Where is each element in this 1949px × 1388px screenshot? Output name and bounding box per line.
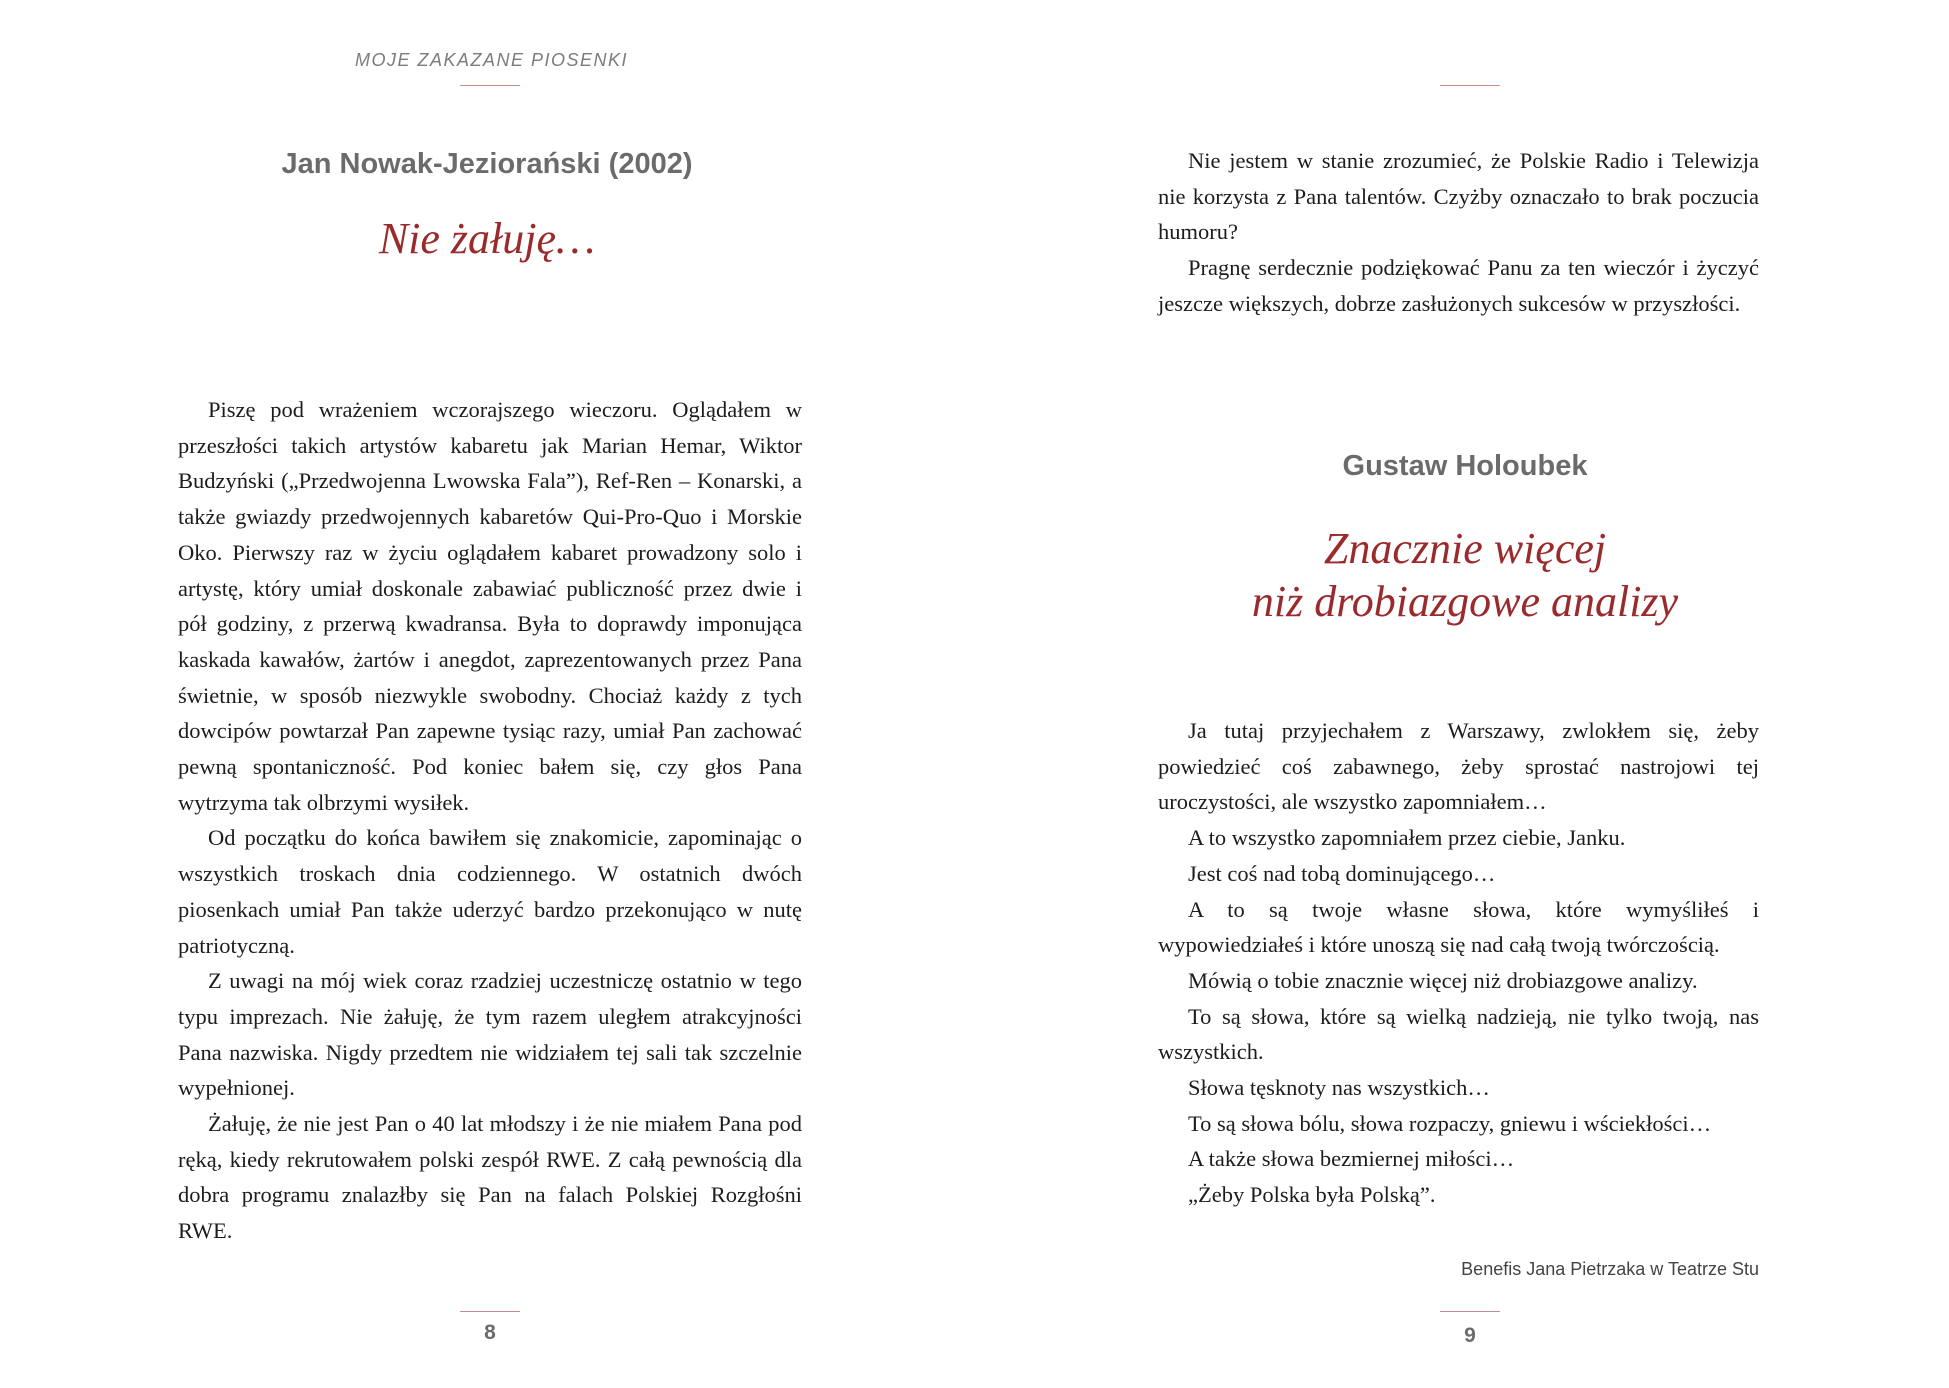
paragraph: „Żeby Polska była Polską”. xyxy=(1188,1182,1436,1208)
paragraph: A to wszystko zapomniałem przez ciebie, Janku. xyxy=(1188,825,1626,851)
running-header: MOJE ZAKAZANE PIOSENKI xyxy=(355,50,629,70)
author-heading: Jan Nowak-Jeziorański (2002) xyxy=(281,148,693,180)
body-text xyxy=(178,392,802,1249)
paragraph: Od początku do końca bawiłem się znakomicie, zapominając o wszystkich troskach dnia codziennego. W ostatnich dwóch piosenkach umiał Pan także uderzyć bardzo przekonująco w nutę patriotyczną. xyxy=(178,825,802,958)
paragraph: A to są twoje własne słowa, które wymyśliłeś i wypowiedziałeś i które unoszą się nad całą twoją twórczością. xyxy=(1158,896,1759,958)
paragraph: Słowa tęsknoty nas wszystkich… xyxy=(1188,1075,1490,1101)
paragraph: Pragnę serdecznie podziękować Panu za ten wieczór i życzyć jeszcze większych, dobrze zasłużonych sukcesów w przyszłości. xyxy=(1158,255,1759,316)
section-title-line: niż drobiazgowe analizy xyxy=(1251,577,1679,626)
section-title: Nie żałuję… xyxy=(378,214,596,263)
right-page xyxy=(975,0,1949,1388)
paragraph: Z uwagi na mój wiek coraz rzadziej uczestniczę ostatnio w tego typu imprezach. Nie żałuję, że tym razem uległem atrakcyjności Pana nazwiska. Nigdy przedtem nie widziałem tej sali tak szczelnie wypełnionej. xyxy=(178,968,802,1101)
page-number: 9 xyxy=(1464,1324,1476,1347)
paragraph: Piszę pod wrażeniem wczorajszego wieczoru. Oglądałem w przeszłości takich artystów kabaretu jak Marian Hemar, Wiktor Budzyński („Przedwojenna Lwowska Fala”), Ref-Ren – Konarski, a także gwiazdy przedwojennych kabaretów Qui-Pro-Quo i Morskie Oko. Pierwszy raz w życiu oglądałem kabaret prowadzony solo i artystę, który umiał doskonale zabawiać publiczność przez dwie i pół godziny, z przerwą kwadransa. Była to doprawdy imponująca kaskada kawałów, żartów i anegdot, zaprezentowanych przez Pana świetnie, w sposób niezwykle swobodny. Chociaż każdy z tych dowcipów powtarzał Pan zapewne tysiąc razy, umiał Pan zachować pewną spontaniczność. Pod koniec bałem się, czy głos Pana wytrzyma tak olbrzymi wysiłek. xyxy=(178,397,802,815)
paragraph: To są słowa, które są wielką nadzieją, nie tylko twoją, nas wszystkich. xyxy=(1158,1003,1759,1065)
source-note: Benefis Jana Pietrzaka w Teatrze Stu xyxy=(1461,1259,1759,1279)
footer-rule xyxy=(1440,1311,1500,1312)
paragraph: To są słowa bólu, słowa rozpaczy, gniewu i wściekłości… xyxy=(1188,1110,1712,1136)
page-number: 8 xyxy=(484,1321,496,1344)
paragraph: A także słowa bezmiernej miłości… xyxy=(1188,1146,1515,1172)
body-text xyxy=(1158,713,1759,1213)
footer-rule xyxy=(460,1311,520,1312)
continuation-text xyxy=(1158,143,1759,322)
paragraph: Nie jestem w stanie zrozumieć, że Polskie Radio i Telewizja nie korzysta z Pana talentów. Czyżby oznaczało to brak poczucia humoru? xyxy=(1158,148,1759,245)
author-heading: Gustaw Holoubek xyxy=(1342,450,1588,482)
paragraph: Ja tutaj przyjechałem z Warszawy, zwlokłem się, żeby powiedzieć coś zabawnego, żeby sprostać nastrojowi tej uroczystości, ale wszystko zapomniałem… xyxy=(1158,718,1759,815)
paragraph: Jest coś nad tobą dominującego… xyxy=(1188,860,1496,886)
paragraph: Mówią o tobie znacznie więcej niż drobiazgowe analizy. xyxy=(1188,967,1698,993)
header-rule xyxy=(460,85,520,86)
paragraph: Żałuję, że nie jest Pan o 40 lat młodszy i że nie miałem Pana pod ręką, kiedy rekrutowałem polski zespół RWE. Z całą pewnością dla dobra programu znalazłby się Pan na falach Polskiej Rozgłośni RWE. xyxy=(178,1111,802,1244)
header-rule xyxy=(1440,85,1500,86)
section-title-line: Znacznie więcej xyxy=(1323,524,1607,573)
section-title xyxy=(1135,522,1795,628)
